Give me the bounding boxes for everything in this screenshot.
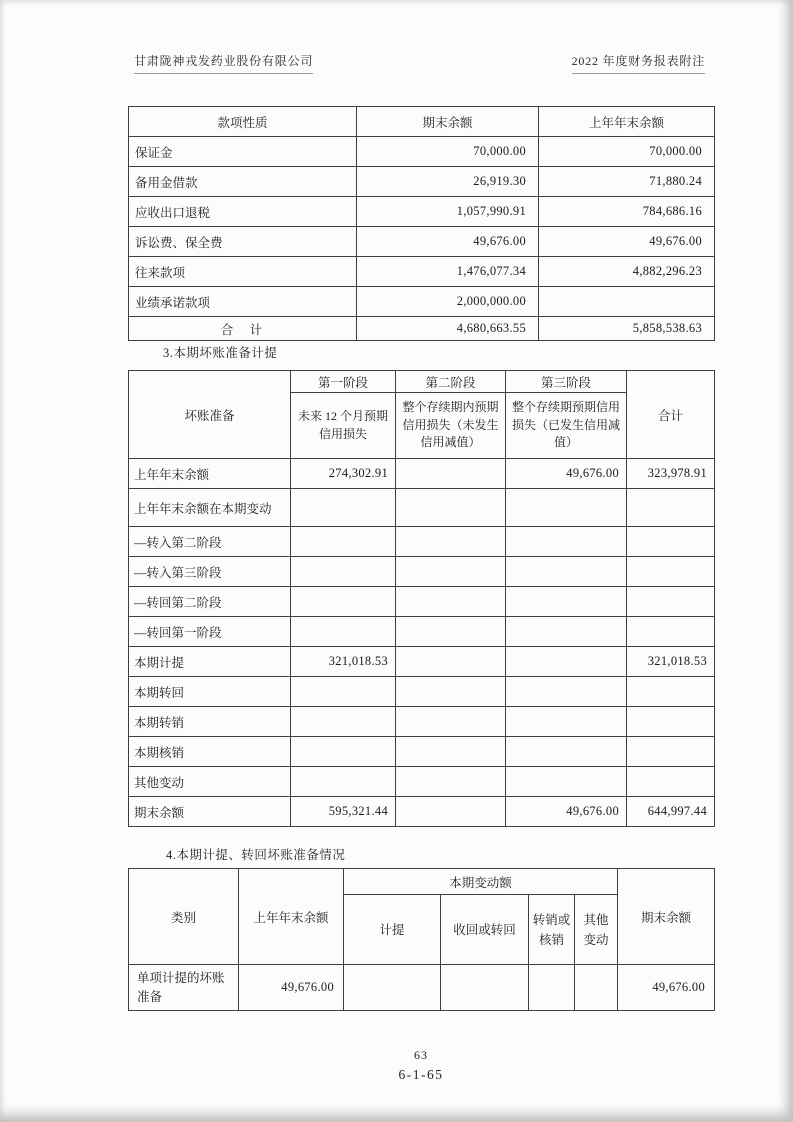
recover-value: [441, 965, 529, 1011]
stage2-value: [396, 527, 506, 557]
row-label: 期末余额: [129, 797, 291, 827]
ending-balance-value: 1,476,077.34: [357, 257, 539, 287]
stage2-header: 第二阶段: [396, 371, 506, 393]
ending-balance-value: 49,676.00: [618, 965, 715, 1011]
col-header-prior-balance: 上年年末余额: [539, 107, 715, 137]
row-label: 其他变动: [129, 767, 291, 797]
ending-balance-value: 49,676.00: [357, 227, 539, 257]
table-row: [129, 459, 715, 489]
stage3-value: [506, 647, 627, 677]
stage2-value: [396, 459, 506, 489]
col-header-other-change: 其他变动: [575, 895, 618, 965]
stage1-value: [291, 489, 396, 527]
stage3-description: 整个存续期预期信用损失（已发生信用减值）: [506, 393, 627, 459]
prior-balance-value: 71,880.24: [539, 167, 715, 197]
bad-debt-provision-summary-table: [128, 868, 715, 1011]
table-header-row: [129, 107, 715, 137]
table-row: [129, 707, 715, 737]
prior-balance-value: [539, 287, 715, 317]
row-label: —转入第三阶段: [129, 557, 291, 587]
col-header-ending-balance: 期末余额: [357, 107, 539, 137]
total-value: [627, 707, 715, 737]
stage3-value: [506, 707, 627, 737]
total-value: [627, 617, 715, 647]
table-row: [129, 287, 715, 317]
row-label: 备用金借款: [129, 167, 357, 197]
col-header-period-change-group: 本期变动额: [344, 869, 618, 895]
corner-header: 坏账准备: [129, 371, 291, 459]
stage3-value: [506, 767, 627, 797]
total-value: 644,997.44: [627, 797, 715, 827]
table-row: [129, 677, 715, 707]
row-label: 业绩承诺款项: [129, 287, 357, 317]
row-label: 保证金: [129, 137, 357, 167]
row-label: —转回第二阶段: [129, 587, 291, 617]
table-row: [129, 489, 715, 527]
total-column-header: 合计: [627, 371, 715, 459]
stage1-value: [291, 707, 396, 737]
stage1-value: 274,302.91: [291, 459, 396, 489]
section-4-title: 4.本期计提、转回坏账准备情况: [166, 848, 346, 862]
stage1-value: 321,018.53: [291, 647, 396, 677]
stage3-value: [506, 737, 627, 767]
row-label: —转回第一阶段: [129, 617, 291, 647]
total-value: [627, 737, 715, 767]
total-value: [627, 527, 715, 557]
stage3-value: 49,676.00: [506, 459, 627, 489]
col-header-category: 类别: [129, 869, 239, 965]
accrual-value: [344, 965, 441, 1011]
table-row: [129, 527, 715, 557]
stage1-value: [291, 617, 396, 647]
row-label: 往来款项: [129, 257, 357, 287]
stage2-description: 整个存续期内预期信用损失（未发生信用减值）: [396, 393, 506, 459]
stage1-value: 595,321.44: [291, 797, 396, 827]
row-label: —转入第二阶段: [129, 527, 291, 557]
stage1-description: 未来 12 个月预期信用损失: [291, 393, 396, 459]
table-row: [129, 617, 715, 647]
stage1-value: [291, 557, 396, 587]
table-row: [129, 557, 715, 587]
prior-balance-value: 49,676.00: [239, 965, 344, 1011]
stage2-value: [396, 797, 506, 827]
stage3-value: [506, 527, 627, 557]
stage1-header: 第一阶段: [291, 371, 396, 393]
other-change-value: [575, 965, 618, 1011]
table-row: [129, 227, 715, 257]
total-value: [627, 767, 715, 797]
table-row: [129, 737, 715, 767]
stage2-value: [396, 557, 506, 587]
stage1-value: [291, 587, 396, 617]
total-value: [627, 557, 715, 587]
stage2-value: [396, 707, 506, 737]
table-row: [129, 167, 715, 197]
total-prior-balance: 5,858,538.63: [539, 317, 715, 341]
total-ending-balance: 4,680,663.55: [357, 317, 539, 341]
row-label: 上年年末余额: [129, 459, 291, 489]
col-header-writeoff: 转销或核销: [529, 895, 575, 965]
row-label: 本期计提: [129, 647, 291, 677]
prior-balance-value: 784,686.16: [539, 197, 715, 227]
row-label: 本期转回: [129, 677, 291, 707]
stage3-value: [506, 677, 627, 707]
stage2-value: [396, 617, 506, 647]
stage2-value: [396, 489, 506, 527]
total-row: [129, 317, 715, 341]
row-label: 本期核销: [129, 737, 291, 767]
stage3-value: [506, 617, 627, 647]
ending-balance-value: 70,000.00: [357, 137, 539, 167]
table-header-row: [129, 869, 715, 895]
section-3-title: 3.本期坏账准备计提: [163, 346, 278, 360]
row-label: 应收出口退税: [129, 197, 357, 227]
col-header-prior-balance: 上年年末余额: [239, 869, 344, 965]
document-code: 6-1-65: [398, 1067, 444, 1082]
stage3-value: [506, 587, 627, 617]
total-value: [627, 677, 715, 707]
stage3-value: [506, 557, 627, 587]
ending-balance-value: 2,000,000.00: [357, 287, 539, 317]
stage3-value: 49,676.00: [506, 797, 627, 827]
stage1-value: [291, 767, 396, 797]
report-title-header: 2022 年度财务报表附注: [572, 52, 705, 74]
col-header-nature: 款项性质: [129, 107, 357, 137]
stage1-value: [291, 737, 396, 767]
company-name-header: 甘肃陇神戎发药业股份有限公司: [134, 52, 313, 74]
ending-balance-value: 26,919.30: [357, 167, 539, 197]
prior-balance-value: 70,000.00: [539, 137, 715, 167]
table-row: [129, 647, 715, 677]
ending-balance-value: 1,057,990.91: [357, 197, 539, 227]
stage3-value: [506, 489, 627, 527]
stage2-value: [396, 587, 506, 617]
total-value: [627, 489, 715, 527]
stage2-value: [396, 647, 506, 677]
row-label: 本期转销: [129, 707, 291, 737]
total-label: 合 计: [129, 317, 357, 341]
prior-balance-value: 49,676.00: [539, 227, 715, 257]
col-header-recover: 收回或转回: [441, 895, 529, 965]
table-row: [129, 257, 715, 287]
row-label: 上年年末余额在本期变动: [129, 489, 291, 527]
stage2-value: [396, 677, 506, 707]
table-row: [129, 965, 715, 1011]
table-row: [129, 767, 715, 797]
stage1-value: [291, 527, 396, 557]
total-value: [627, 587, 715, 617]
total-value: 323,978.91: [627, 459, 715, 489]
table-row: [129, 587, 715, 617]
receivables-nature-table: [128, 106, 715, 341]
page-number: 63: [414, 1048, 428, 1062]
stage2-value: [396, 767, 506, 797]
table-header-row: [129, 371, 715, 393]
table-row: [129, 197, 715, 227]
col-header-accrual: 计提: [344, 895, 441, 965]
table-row: [129, 137, 715, 167]
prior-balance-value: 4,882,296.23: [539, 257, 715, 287]
col-header-ending-balance: 期末余额: [618, 869, 715, 965]
bad-debt-provision-stages-table: [128, 370, 715, 827]
stage3-header: 第三阶段: [506, 371, 627, 393]
stage2-value: [396, 737, 506, 767]
writeoff-value: [529, 965, 575, 1011]
table-row: [129, 797, 715, 827]
row-label: 诉讼费、保全费: [129, 227, 357, 257]
category-label: 单项计提的坏账准备: [129, 965, 239, 1011]
total-value: 321,018.53: [627, 647, 715, 677]
stage1-value: [291, 677, 396, 707]
